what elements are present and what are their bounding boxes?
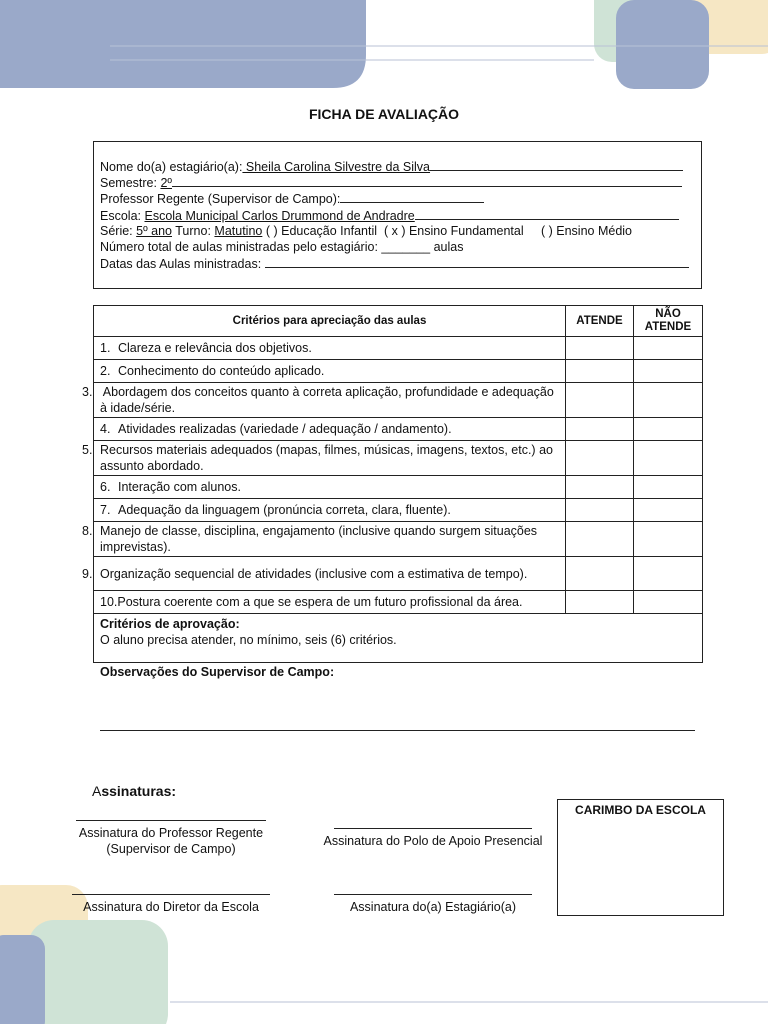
header-atende: ATENDE [566, 306, 634, 337]
signature-diretor: Assinatura do Diretor da Escola [66, 894, 276, 915]
atende-cell[interactable] [566, 499, 634, 522]
observacoes-line[interactable] [100, 730, 695, 731]
nao-atende-cell[interactable] [634, 418, 703, 441]
signature-line[interactable] [76, 820, 266, 821]
header-nao-atende: NÃO ATENDE [634, 306, 703, 337]
nome-value[interactable]: Sheila Carolina Silvestre da Silva [242, 160, 431, 174]
signature-professor: Assinatura do Professor Regente (Supervisor de Campo) [66, 820, 276, 857]
criteria-table [82, 305, 703, 663]
nao-atende-cell[interactable] [634, 557, 703, 591]
table-row: 2. Conhecimento do conteúdo aplicado. [94, 360, 703, 383]
criterion-text: Adequação da linguagem (pronúncia correta, clara, fluente). [118, 503, 451, 517]
table-row: 1. Clareza e relevância dos objetivos. [94, 337, 703, 360]
signature-line[interactable] [334, 828, 532, 829]
approval-text: O aluno precisa atender, no mínimo, seis (6) critérios. [100, 633, 397, 647]
signature-line[interactable] [334, 894, 532, 895]
nao-atende-cell[interactable] [634, 499, 703, 522]
nome-line: Nome do(a) estagiário(a): Sheila Carolina Silvestre da Silva [100, 158, 683, 175]
signature-polo: Assinatura do Polo de Apoio Presencial [316, 828, 550, 849]
escola-value[interactable]: Escola Municipal Carlos Drummond de Andradre [144, 209, 415, 223]
table-row: 7. Adequação da linguagem (pronúncia correta, clara, fluente). [94, 499, 703, 522]
nao-atende-cell[interactable] [634, 337, 703, 360]
atende-cell[interactable] [566, 591, 634, 614]
table-header-row [94, 306, 703, 337]
semestre-line: Semestre: 2º [100, 174, 682, 191]
header-decoration [0, 0, 768, 100]
aulas-field[interactable]: _______ [381, 240, 431, 254]
carimbo-box: CARIMBO DA ESCOLA [557, 799, 724, 916]
atende-cell[interactable] [566, 522, 634, 557]
nao-atende-cell[interactable] [634, 476, 703, 499]
nao-atende-cell[interactable] [634, 522, 703, 557]
criterion-text: Organização sequencial de atividades (inclusive com a estimativa de tempo). [100, 566, 528, 581]
table-row: 6. Interação com alunos. [94, 476, 703, 499]
professor-field[interactable] [340, 190, 484, 203]
escola-line: Escola: Escola Municipal Carlos Drummond de Andradre [100, 207, 679, 224]
atende-cell[interactable] [566, 418, 634, 441]
atende-cell[interactable] [566, 383, 634, 418]
serie-value[interactable]: 5º ano [136, 224, 172, 238]
assinaturas-title: Assinaturas: [92, 783, 177, 799]
table-row: 10.Postura coerente com a que se espera de um futuro profissional da área. [94, 591, 703, 614]
aulas-line: Número total de aulas ministradas pelo estagiário: _______ aulas [100, 240, 464, 254]
student-info-box [93, 141, 702, 289]
criterion-text: Manejo de classe, disciplina, engajamento (inclusive quando surgem situações imprevistas). [100, 524, 538, 554]
table-row: 9. Organização sequencial de atividades (inclusive com a estimativa de tempo). [94, 557, 703, 591]
serie-line: Série: 5º ano Turno: Matutino ( ) Educação Infantil ( x ) Ensino Fundamental ( ) Ensino Médio [100, 224, 633, 238]
observacoes-label: Observações do Supervisor de Campo: [100, 665, 335, 679]
option-infantil[interactable]: ( ) Educação Infantil [265, 224, 378, 238]
nao-atende-cell[interactable] [634, 591, 703, 614]
criterion-text: Conhecimento do conteúdo aplicado. [118, 364, 325, 378]
datas-field[interactable] [265, 255, 689, 268]
table-row: 8. Manejo de classe, disciplina, engajamento (inclusive quando surgem situações imprevistas). [94, 522, 703, 557]
atende-cell[interactable] [566, 557, 634, 591]
header-criteria: Critérios para apreciação das aulas [94, 306, 566, 337]
signature-line[interactable] [72, 894, 270, 895]
criterion-text: Abordagem dos conceitos quanto à correta aplicação, profundidade e adequação à idade/série. [100, 385, 554, 415]
atende-cell[interactable] [566, 360, 634, 383]
atende-cell[interactable] [566, 476, 634, 499]
criterion-text: Postura coerente com a que se espera de um futuro profissional da área. [117, 595, 523, 609]
nao-atende-cell[interactable] [634, 441, 703, 476]
table-row: 5. Recursos materiais adequados (mapas, filmes, músicas, imagens, textos, etc.) ao assunto abordado. [94, 441, 703, 476]
nao-atende-cell[interactable] [634, 360, 703, 383]
signature-estagiario: Assinatura do(a) Estagiário(a) [316, 894, 550, 915]
atende-cell[interactable] [566, 441, 634, 476]
criterion-text: Clareza e relevância dos objetivos. [118, 341, 312, 355]
option-medio[interactable]: ( ) Ensino Médio [541, 224, 633, 238]
table-row: 3. Abordagem dos conceitos quanto à correta aplicação, profundidade e adequação à idade/série. [94, 383, 703, 418]
datas-line: Datas das Aulas ministradas: [100, 255, 689, 272]
option-fundamental[interactable]: ( x ) Ensino Fundamental [383, 224, 524, 238]
criterion-text: Recursos materiais adequados (mapas, filmes, músicas, imagens, textos, etc.) ao assunto abordado. [100, 443, 553, 473]
criterion-text: Atividades realizadas (variedade / adequação / andamento). [118, 422, 452, 436]
approval-row [94, 614, 703, 663]
nao-atende-cell[interactable] [634, 383, 703, 418]
atende-cell[interactable] [566, 337, 634, 360]
page-title: FICHA DE AVALIAÇÃO [308, 106, 460, 122]
semestre-value[interactable]: 2º [160, 176, 172, 190]
professor-line: Professor Regente (Supervisor de Campo): [100, 190, 484, 207]
table-row: 4. Atividades realizadas (variedade / adequação / andamento). [94, 418, 703, 441]
criterion-text: Interação com alunos. [118, 480, 241, 494]
approval-title: Critérios de aprovação: [100, 617, 240, 631]
turno-value[interactable]: Matutino [214, 224, 263, 238]
